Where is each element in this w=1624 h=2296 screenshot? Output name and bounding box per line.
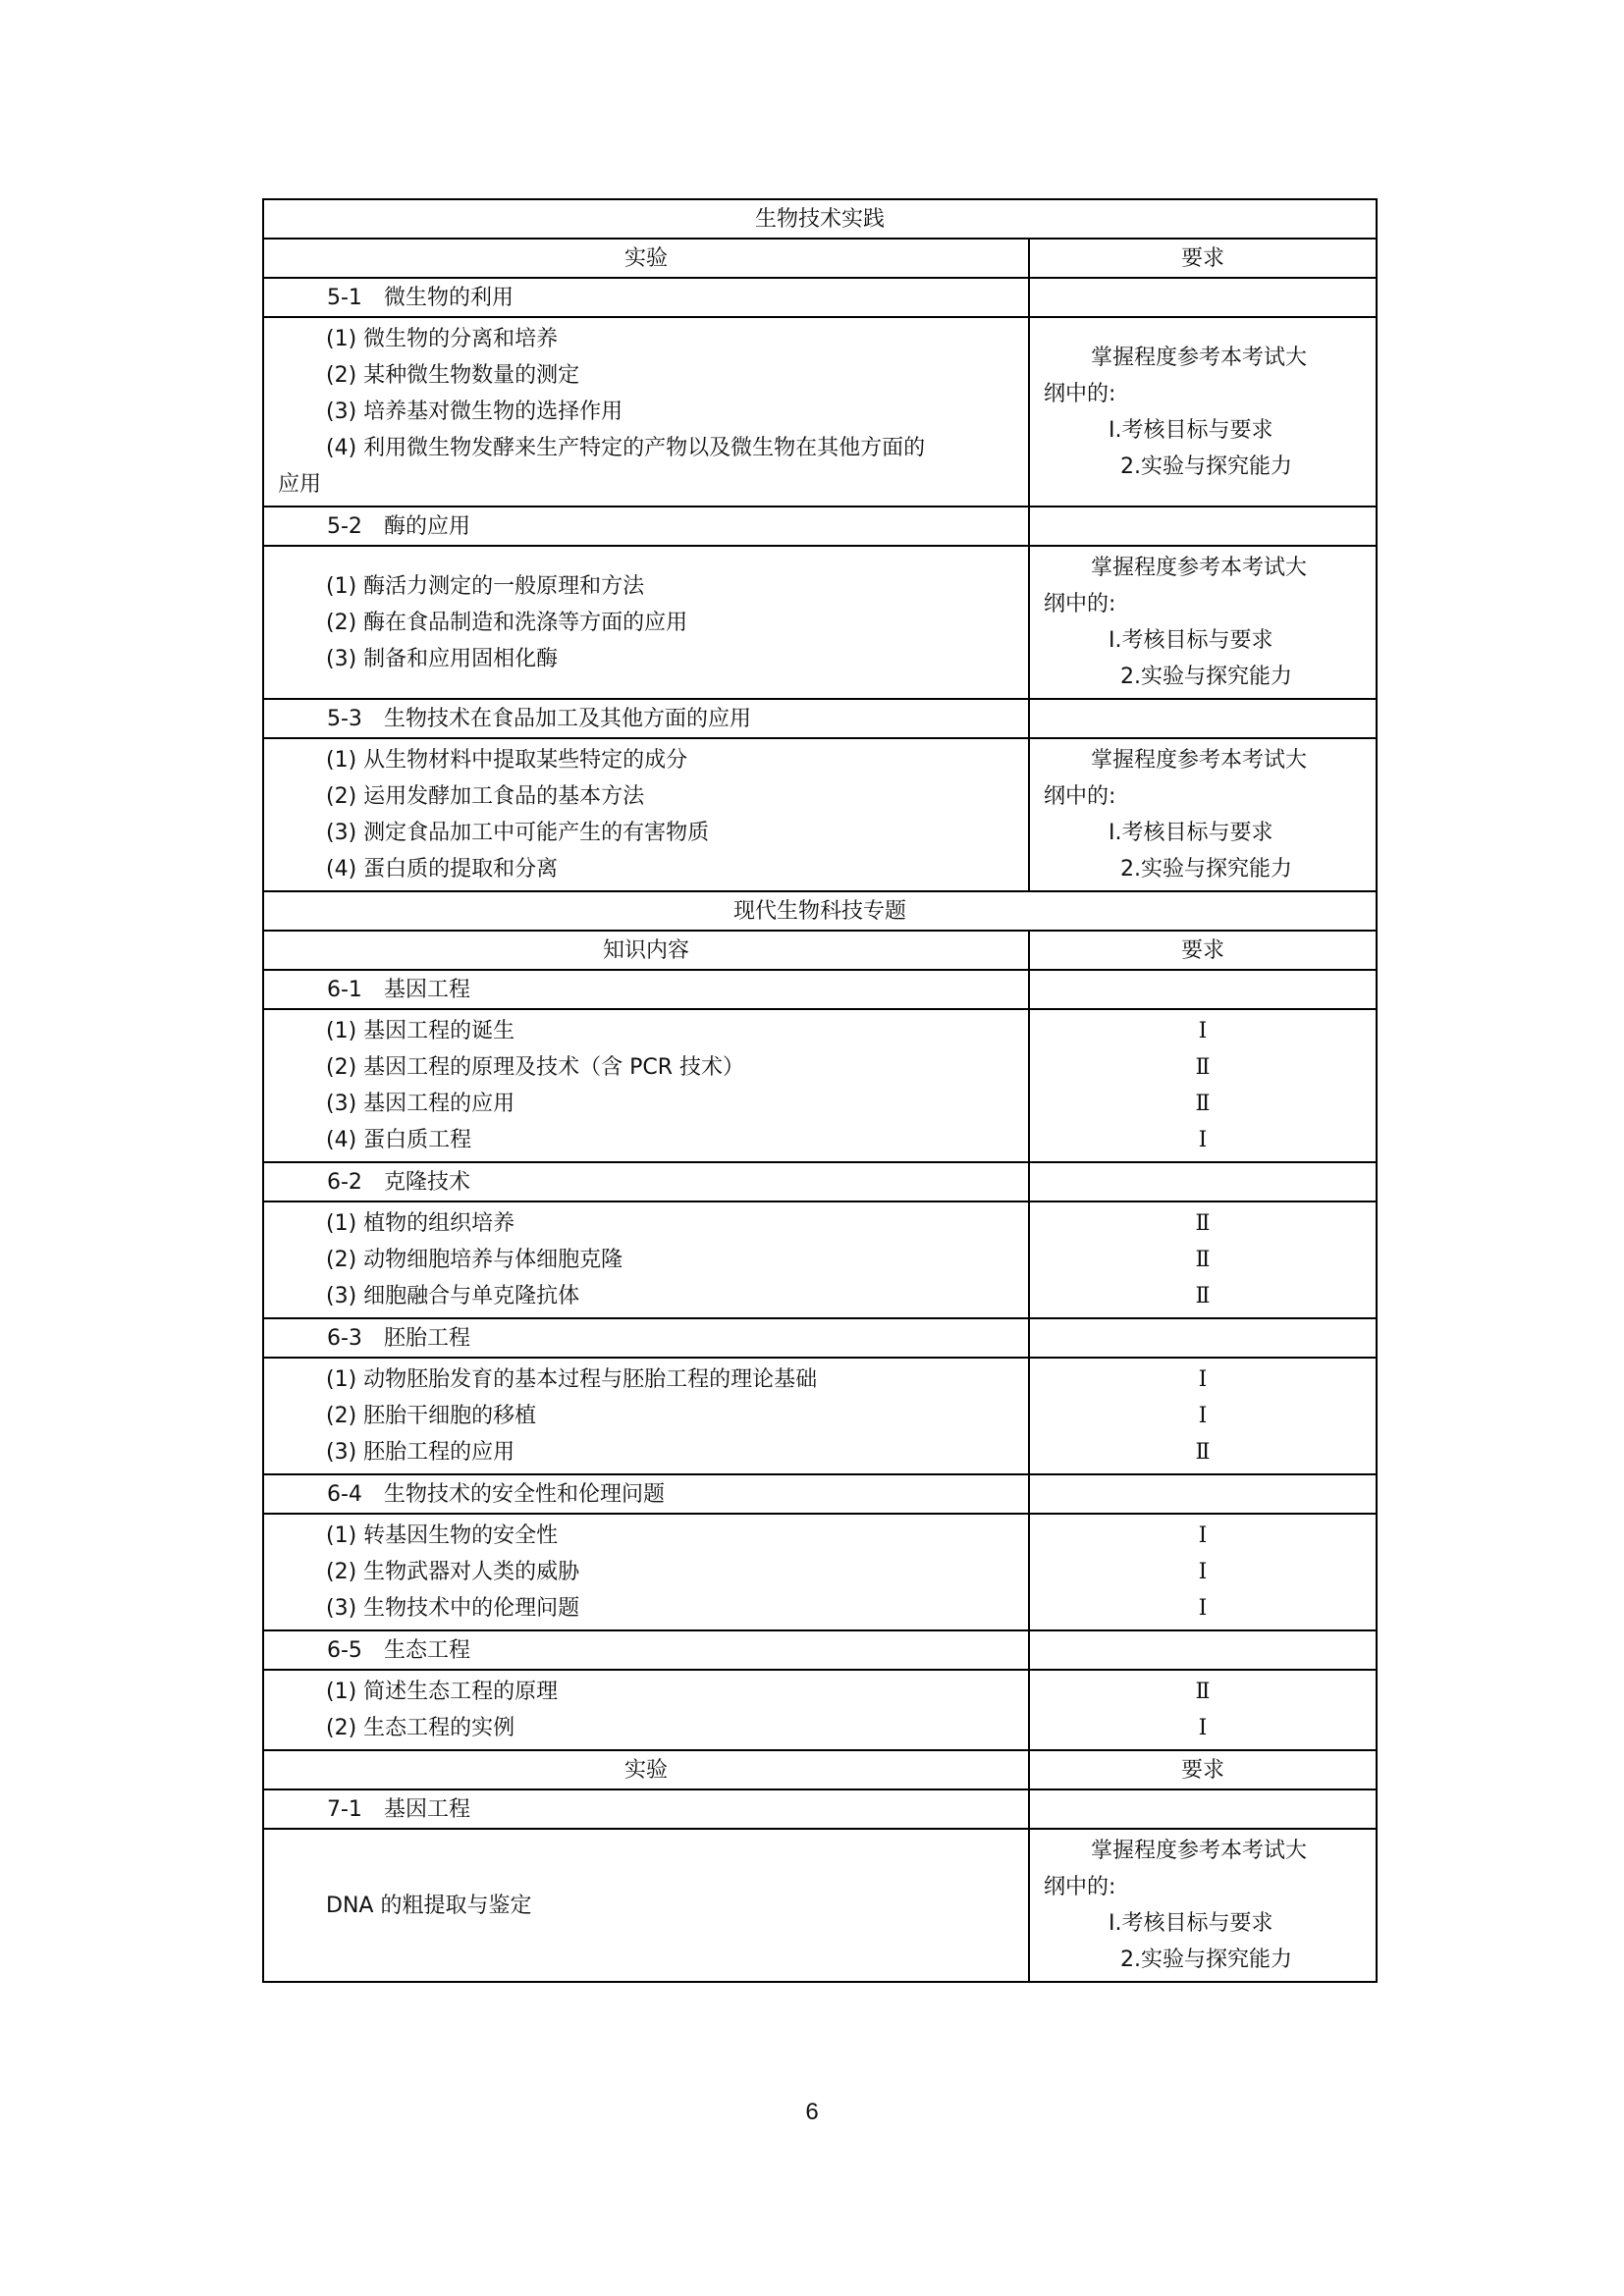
table-row — [263, 239, 1377, 278]
requirement-line: 掌握程度参考本考试大 — [1091, 1839, 1308, 1863]
requirement-line: 纲中的: — [1044, 784, 1116, 809]
items-row — [263, 1514, 1377, 1630]
item-list — [263, 546, 1029, 699]
empty-cell — [1029, 1630, 1377, 1670]
level-value: Ⅰ — [1198, 1019, 1208, 1043]
level-cell — [1029, 1009, 1377, 1162]
empty-cell — [1029, 1789, 1377, 1829]
items-row — [263, 1670, 1377, 1750]
requirement-line: 2.实验与探究能力 — [1120, 454, 1292, 479]
list-item: (1) 基因工程的诞生 — [326, 1019, 515, 1043]
requirement-line: 掌握程度参考本考试大 — [1091, 345, 1308, 370]
column-header-requirement: 要求 — [1029, 239, 1377, 278]
column-header-experiment: 实验 — [263, 239, 1029, 278]
list-item-continuation: 应用 — [278, 472, 322, 497]
section-row — [263, 1630, 1377, 1670]
list-item: (2) 生物武器对人类的威胁 — [326, 1560, 580, 1584]
item-list — [263, 1009, 1029, 1162]
level-value: Ⅰ — [1198, 1523, 1208, 1548]
section-name: 基因工程 — [384, 977, 471, 1002]
items-row — [263, 738, 1377, 891]
requirement-cell — [1029, 1829, 1377, 1982]
level-value: Ⅱ — [1195, 1440, 1211, 1465]
list-item: (3) 细胞融合与单克隆抗体 — [326, 1284, 580, 1308]
requirement-cell — [1029, 546, 1377, 699]
list-item: (3) 制备和应用固相化酶 — [326, 646, 559, 671]
section-title-5-2 — [263, 507, 1029, 546]
empty-cell — [1029, 507, 1377, 546]
requirement-cell — [1029, 738, 1377, 891]
level-value: Ⅰ — [1198, 1367, 1208, 1392]
table-row — [263, 931, 1377, 970]
list-item: (1) 转基因生物的安全性 — [326, 1523, 559, 1548]
section-name: 胚胎工程 — [384, 1325, 471, 1351]
section-title-6-2 — [263, 1162, 1029, 1201]
requirement-line: 纲中的: — [1044, 1875, 1116, 1899]
list-item: (3) 基因工程的应用 — [326, 1092, 515, 1116]
level-value: Ⅱ — [1195, 1092, 1211, 1116]
empty-cell — [1029, 278, 1377, 317]
empty-cell — [1029, 1162, 1377, 1201]
requirement-line: 纲中的: — [1044, 592, 1116, 616]
items-row — [263, 546, 1377, 699]
experiment-item: DNA 的粗提取与鉴定 — [263, 1829, 1029, 1982]
level-value: Ⅱ — [1195, 1211, 1211, 1236]
column-header-knowledge: 知识内容 — [263, 931, 1029, 970]
section-title-5-3 — [263, 699, 1029, 738]
items-row — [263, 1358, 1377, 1474]
requirement-cell — [1029, 317, 1377, 507]
section-row — [263, 507, 1377, 546]
section-row — [263, 1474, 1377, 1514]
section-number: 7-1 — [327, 1796, 362, 1822]
practice-banner: 生物技术实践 — [263, 199, 1377, 239]
section-title-7-1 — [263, 1789, 1029, 1829]
table-row — [263, 891, 1377, 931]
item-list — [263, 1358, 1029, 1474]
requirement-line: Ⅰ.考核目标与要求 — [1109, 628, 1273, 653]
section-number: 6-1 — [327, 977, 362, 1002]
list-item: (1) 植物的组织培养 — [326, 1211, 515, 1236]
section-name: 基因工程 — [384, 1796, 471, 1822]
list-item: (2) 运用发酵加工食品的基本方法 — [326, 784, 645, 809]
modern-banner: 现代生物科技专题 — [263, 891, 1377, 931]
item-list — [263, 317, 1029, 507]
section-title-6-3 — [263, 1318, 1029, 1358]
list-item: (1) 简述生态工程的原理 — [326, 1680, 559, 1704]
item-list — [263, 738, 1029, 891]
section-row — [263, 1162, 1377, 1201]
list-item: (2) 胚胎干细胞的移植 — [326, 1404, 537, 1428]
list-item: (1) 酶活力测定的一般原理和方法 — [326, 573, 645, 599]
section-title-5-1 — [263, 278, 1029, 317]
list-item: (3) 培养基对微生物的选择作用 — [326, 400, 623, 424]
section-name: 克隆技术 — [384, 1169, 471, 1195]
items-row — [263, 317, 1377, 507]
requirement-line: Ⅰ.考核目标与要求 — [1109, 821, 1273, 845]
list-item: (1) 微生物的分离和培养 — [326, 327, 559, 351]
list-item: (2) 动物细胞培养与体细胞克隆 — [326, 1248, 623, 1272]
section-number: 6-5 — [327, 1637, 362, 1663]
requirement-line: 2.实验与探究能力 — [1120, 1948, 1292, 1972]
section-row — [263, 699, 1377, 738]
list-item: (2) 酶在食品制造和洗涤等方面的应用 — [326, 610, 688, 635]
requirement-line: 2.实验与探究能力 — [1120, 665, 1292, 689]
list-item: (3) 生物技术中的伦理问题 — [326, 1596, 580, 1621]
items-row — [263, 1201, 1377, 1318]
list-item: (3) 测定食品加工中可能产生的有害物质 — [326, 821, 710, 845]
item-list — [263, 1670, 1029, 1750]
items-row — [263, 1829, 1377, 1982]
section-row — [263, 1789, 1377, 1829]
requirement-line: Ⅰ.考核目标与要求 — [1109, 1911, 1273, 1936]
level-value: Ⅰ — [1198, 1128, 1208, 1152]
empty-cell — [1029, 1474, 1377, 1514]
column-header-requirement: 要求 — [1029, 931, 1377, 970]
requirement-line: 掌握程度参考本考试大 — [1091, 748, 1308, 773]
level-value: Ⅰ — [1198, 1716, 1208, 1740]
section-name: 生物技术的安全性和伦理问题 — [384, 1481, 666, 1507]
section-row — [263, 970, 1377, 1009]
list-item: (4) 蛋白质的提取和分离 — [326, 857, 559, 881]
level-cell — [1029, 1670, 1377, 1750]
table-row — [263, 1750, 1377, 1789]
section-row — [263, 278, 1377, 317]
empty-cell — [1029, 1318, 1377, 1358]
level-value: Ⅱ — [1195, 1055, 1211, 1080]
level-value: Ⅱ — [1195, 1284, 1211, 1308]
syllabus-table — [262, 198, 1378, 1983]
item-list — [263, 1514, 1029, 1630]
section-row — [263, 1318, 1377, 1358]
list-item: (2) 基因工程的原理及技术（含 PCR 技术） — [326, 1055, 745, 1080]
level-cell — [1029, 1358, 1377, 1474]
requirement-line: 2.实验与探究能力 — [1120, 857, 1292, 881]
requirement-line: 纲中的: — [1044, 381, 1116, 406]
section-title-6-4 — [263, 1474, 1029, 1514]
section-number: 6-2 — [327, 1169, 362, 1195]
level-value: Ⅱ — [1195, 1680, 1211, 1704]
list-item: (1) 动物胚胎发育的基本过程与胚胎工程的理论基础 — [326, 1367, 818, 1392]
section-name: 生物技术在食品加工及其他方面的应用 — [384, 706, 752, 731]
section-number: 5-3 — [327, 706, 362, 731]
section-number: 6-4 — [327, 1481, 362, 1507]
level-cell — [1029, 1201, 1377, 1318]
page-number: 6 — [805, 2099, 819, 2125]
list-item: (1) 从生物材料中提取某些特定的成分 — [326, 748, 688, 773]
level-value: Ⅱ — [1195, 1248, 1211, 1272]
level-value: Ⅰ — [1198, 1404, 1208, 1428]
empty-cell — [1029, 699, 1377, 738]
section-title-6-1 — [263, 970, 1029, 1009]
level-value: Ⅰ — [1198, 1560, 1208, 1584]
level-cell — [1029, 1514, 1377, 1630]
items-row — [263, 1009, 1377, 1162]
section-name: 酶的应用 — [384, 513, 471, 539]
list-item: (4) 利用微生物发酵来生产特定的产物以及微生物在其他方面的 — [326, 436, 926, 460]
list-item: (4) 蛋白质工程 — [326, 1128, 472, 1152]
section-number: 5-1 — [327, 285, 362, 310]
empty-cell — [1029, 970, 1377, 1009]
section-number: 5-2 — [327, 513, 362, 539]
section-name: 微生物的利用 — [384, 285, 514, 310]
section-number: 6-3 — [327, 1325, 362, 1351]
column-header-requirement: 要求 — [1029, 1750, 1377, 1789]
item-list — [263, 1201, 1029, 1318]
list-item: (2) 某种微生物数量的测定 — [326, 363, 580, 388]
table-row — [263, 199, 1377, 239]
list-item: (2) 生态工程的实例 — [326, 1716, 515, 1740]
requirement-line: 掌握程度参考本考试大 — [1091, 556, 1308, 580]
list-item: (3) 胚胎工程的应用 — [326, 1440, 515, 1465]
requirement-line: Ⅰ.考核目标与要求 — [1109, 417, 1273, 443]
level-value: Ⅰ — [1198, 1596, 1208, 1621]
column-header-experiment: 实验 — [263, 1750, 1029, 1789]
section-name: 生态工程 — [384, 1637, 471, 1663]
section-title-6-5 — [263, 1630, 1029, 1670]
